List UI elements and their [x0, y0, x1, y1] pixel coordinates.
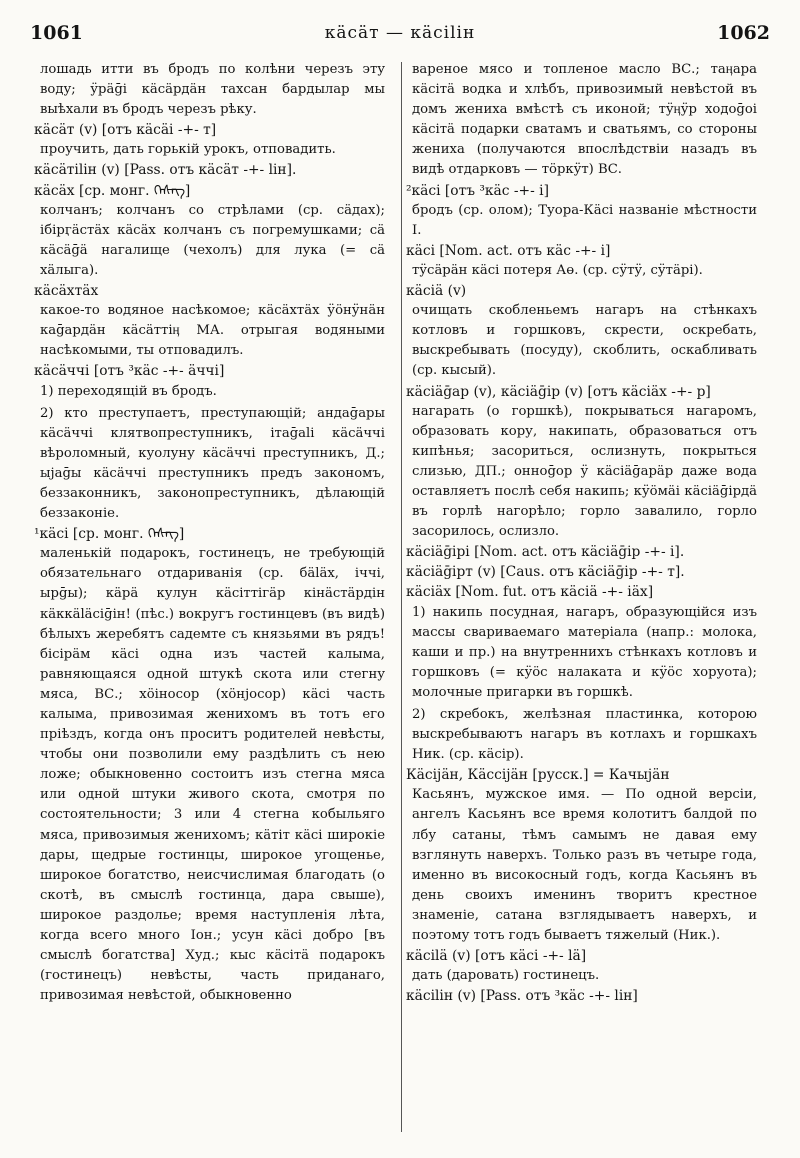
entry-definition: маленькій подарокъ, гостинецъ, не требующій обязательнаго отдариванія (ср. бӓlӓх, іччі, ырḡы); кӓрӓ кулун кӓсіттігӓр кінӓстӓрдін кӓккӓlӓсіḡін! (пѣс.) вокругъ гостинцевъ (въ видѣ) бѣлыхъ жеребятъ садемте съ князьями въ рядъ! бісірӓм кӓсі одна изъ частей калыма, равняющаяся одной штукѣ скота или стегну мяса, ВС.; хöіносор (хöнjосор) кӓсі часть калыма, привозимая женихомъ въ тотъ его пріѣздъ, когда онъ проситъ родителей невѣсты, чтобы они позволили ему раздѣлить съ нею ложе; обыкновенно состоитъ изъ стегна мяса или одной штуки живого скота, смотря по состоятельности; 3 или 4 стегна кобыльяго мяса, привозимыя женихомъ; кӓтіт кӓсі широкіе дары, щедрые гостинцы, широкое угощенье, широкое богатство, неисчислимая благодать (о скотѣ, въ смыслѣ гостинца, дара свыше), широкое раздолье; время наступленія лѣта, когда всего много Іон.; усун кӓсі добро [въ смыслѣ богатства] Худ.; кыс кӓсітӓ подарокъ (гостинецъ) невѣсты, часть приданаго, привозимая невѣстой, обыкновенно: [40, 546, 385, 1004]
entry-definition: бродъ (ср. олом); Туора-Кӓсі названіе мѣстности І.: [412, 202, 757, 238]
entry-definition: Касьянъ, мужское имя. — По одной версіи, ангелъ Касьянъ все время колотитъ балдой по лбу сатаны, тѣмъ самымъ не давая ему взглянуть наверхъ. Только разъ въ четыре года, именно въ високосный годъ, когда Касьянъ въ день своихъ именинъ творитъ крестное знаменіе, сатана взглядываетъ наверхъ, и поэтому тотъ годъ бываетъ тяжелый (Ник.).: [412, 787, 757, 944]
left-column: [34, 60, 385, 1006]
column-divider: [401, 62, 402, 1132]
entry-definition: лошадь итти въ бродъ по колѣни черезъ эту воду; ӱрӓḡі кӓсӓрдӓн тахсан бардылар мы выѣхали въ бродъ черезъ рѣку.: [40, 62, 385, 118]
entry-headword: кӓсі [Nom. act. отъ кӓс -+- і]: [406, 242, 611, 259]
entry-definition: проучить, дать горькій урокъ, отповадить.: [40, 142, 336, 158]
entry-headword: кӓсӓччі [отъ ³кӓс -+- ӓччі]: [34, 363, 225, 380]
entry-headword: ¹кӓсі [ср. монг. ᠬᠡᠰᠡᠭ]: [34, 526, 185, 543]
entry-headword: кӓсӓтіlін (v) [Pass. отъ кӓсӓт -+- lін].: [34, 162, 297, 179]
entry-definition: 1) накипь посудная, нагаръ, образующійся изъ массы свариваемаго матеріала (напр.: молока, каши и пр.) на внутреннихъ стѣнкахъ котловъ и горшковъ (= кӱöс налаката и кӱöс хоруота); молочные пригарки въ горшкѣ.: [412, 604, 757, 700]
page-number-left: 1061: [30, 22, 83, 44]
entry-headword: кӓсӓт (v) [отъ кӓсӓі -+- т]: [34, 122, 217, 139]
entry-definition: колчанъ; колчанъ со стрѣлами (ср. сӓдах); ібірӷӓстӓх кӓсӓх колчанъ съ погремушками; сӓ кӓсӓḡӓ нагалище (чехолъ) для лука (= сӓ хӓлыга).: [40, 202, 385, 278]
right-column: [406, 60, 757, 1006]
page-header: [30, 18, 770, 48]
entry-headword: кӓсӓхтӓх: [34, 283, 99, 300]
entry-definition: нагарать (о горшкѣ), покрываться нагаромъ, образовать кору, накипать, образоваться отъ кипѣнья; засориться, ослизнуть, покрыться слизью, ДП.; онноḡор ӱ кӓсіӓḡарӓр даже вода оставляетъ послѣ себя накипь; кӱöмӓі кӓсіӓḡірдӓ въ горлѣ нагорѣло; горло завалило, горло засорилось, ослизло.: [412, 403, 757, 540]
entry-definition: 2) кто преступаетъ, преступающій; андаḡары кӓсӓччі клятвопреступникъ, ітаḡаlі кӓсӓччі вѣроломный, куолуну кӓсӓччі преступникъ, Д.; ыjаḡы кӓсӓччі преступникъ предъ закономъ, беззаконникъ, законопреступникъ, дѣлающій беззаконіе.: [40, 405, 385, 522]
entry-headword: кӓсіӓḡірт (v) [Caus. отъ кӓсіӓḡір -+- т].: [406, 564, 685, 581]
entry-headword: кӓсіӓḡірі [Nom. act. отъ кӓсіӓḡір -+- і].: [406, 544, 685, 561]
page-number-right: 1062: [717, 22, 770, 44]
entry-headword: кӓсӓх [ср. монг. ᠬᠡᠰᠡᠭ]: [34, 182, 191, 199]
running-head: кӓсӓт — кӓсіlін: [324, 23, 476, 43]
entry-definition: какое-то водяное насѣкомое; кӓсӓхтӓх ӱöнӱнӓн каḡардӓн кӓсӓттіӊ МА. отрыгая водяными насѣкомыми, ты отповадилъ.: [40, 303, 385, 359]
entry-headword: кӓсіӓḡар (v), кӓсіӓḡір (v) [отъ кӓсіӓх -+- р]: [406, 383, 711, 400]
entry-definition: вареное мясо и топленое масло ВС.; таӊара кӓсітӓ водка и хлѣбъ, привозимый невѣстой въ домъ жениха вмѣстѣ съ иконой; тӱӊӱр ходоḡоі кӓсітӓ подарки сватамъ и сватьямъ, со стороны жениха (получаются впослѣдствіи назадъ въ видѣ отдарковъ — тöркӱт) ВС.: [412, 62, 757, 178]
entry-definition: 2) скребокъ, желѣзная пластинка, которою выскребываютъ нагаръ въ котлахъ и горшкахъ Ник. (ср. кӓсір).: [412, 707, 757, 763]
entry-headword: кӓсіlӓ (v) [отъ кӓсі -+- lӓ]: [406, 948, 587, 965]
entry-definition: очищать скобленьемъ нагаръ на стѣнкахъ котловъ и горшковъ, скрести, оскребать, выскребывать (посуду), скоблить, оскабливать (ср. кысый).: [412, 303, 757, 379]
entry-headword: Кӓсіjӓн, Кӓссіjӓн [русск.] = Качыjӓн: [406, 767, 670, 784]
entry-headword: кӓсіӓ (v): [406, 283, 467, 300]
entry-headword: кӓсіӓх [Nom. fut. отъ кӓсіӓ -+- іӓх]: [406, 584, 654, 601]
entry-definition: 1) переходящій въ бродъ.: [40, 383, 217, 399]
entry-headword: ²кӓсі [отъ ³кӓс -+- і]: [406, 182, 549, 199]
entry-definition: дать (даровать) гостинецъ.: [412, 968, 600, 984]
entry-headword: кӓсіlін (v) [Pass. отъ ³кӓс -+- lін]: [406, 988, 638, 1005]
entry-definition: тӱсӓрӓн кӓсі потеря Аө. (ср. сӱтӱ, сӱтӓрі).: [412, 262, 703, 278]
